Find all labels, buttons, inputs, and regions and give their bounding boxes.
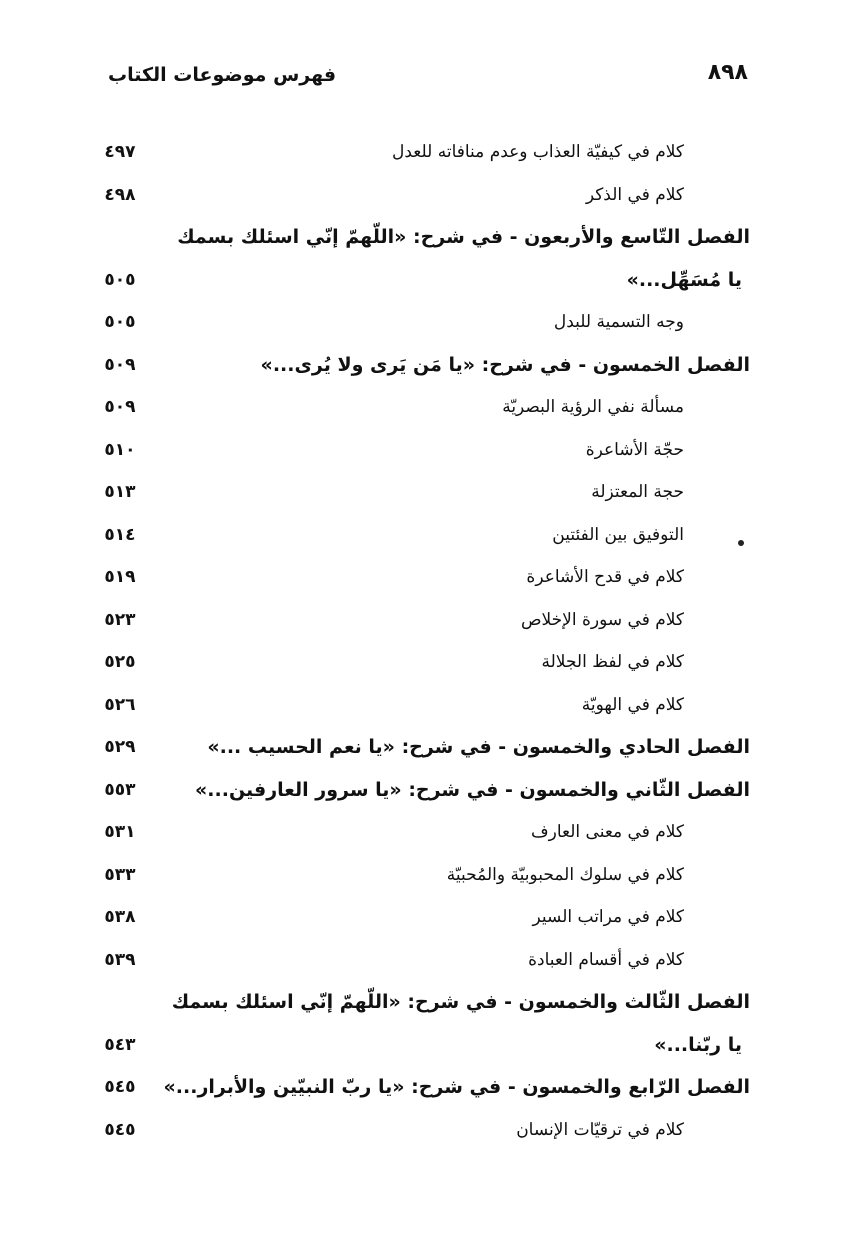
- toc-entry-page: ٤٩٧: [104, 142, 136, 162]
- toc-row: [100, 641, 750, 684]
- toc-row: [100, 174, 750, 217]
- page-header: [100, 58, 748, 98]
- toc-row: [100, 854, 750, 897]
- toc-entry-page: ٥٠٥: [104, 269, 136, 290]
- toc-row: [100, 1024, 750, 1067]
- toc-entry-page: ٥٤٥: [104, 1119, 136, 1140]
- toc-chapter-title: الفصل الحادي والخمسون - في شرح: «يا نعم الحسيب ...»: [207, 736, 750, 758]
- toc-row: [100, 1066, 750, 1109]
- toc-entry-page: ٥٠٩: [104, 397, 136, 417]
- toc-row: [100, 1109, 750, 1152]
- toc-chapter-title-continued: يا ربّنا...»: [654, 1033, 742, 1056]
- toc-entry-page: ٥٠٩: [104, 354, 136, 375]
- toc-entry-title: كلام في قدح الأشاعرة: [526, 567, 684, 587]
- toc-entry-title: حجّة الأشاعرة: [585, 439, 684, 460]
- toc-entry-title: وجه التسمية للبدل: [553, 312, 684, 332]
- toc-row: [100, 811, 750, 854]
- toc-entry-page: ٥٢٦: [104, 694, 136, 715]
- toc-row: [100, 726, 750, 769]
- toc-entry-page: ٥٥٣: [104, 779, 136, 800]
- toc-entry-page: ٥٤٣: [104, 1034, 136, 1055]
- toc-entry-title: كلام في ترقيّات الإنسان: [516, 1119, 684, 1140]
- toc-entry-title: كلام في لفظ الجلالة: [541, 652, 684, 672]
- toc-row: [100, 981, 750, 1024]
- toc-entry-page: ٥٣١: [104, 822, 136, 842]
- toc-chapter-title: الفصل الثّاني والخمسون - في شرح: «يا سرور العارفين...»: [195, 778, 750, 801]
- toc-row: [100, 301, 750, 344]
- table-of-contents: [100, 131, 750, 1151]
- toc-entry-title: كلام في سورة الإخلاص: [520, 609, 684, 630]
- toc-chapter-title: الفصل التّاسع والأربعون - في شرح: «اللّهمّ إنّي اسئلك بسمك: [177, 226, 750, 248]
- toc-row: [100, 429, 750, 472]
- toc-entry-title: كلام في الهويّة: [581, 694, 684, 715]
- toc-entry-page: ٥٢٥: [104, 652, 136, 672]
- toc-chapter-title: الفصل الرّابع والخمسون - في شرح: «يا ربّ النبيّين والأبرار...»: [163, 1076, 750, 1098]
- toc-row: [100, 514, 750, 557]
- toc-chapter-title: الفصل الخمسون - في شرح: «يا مَن يَرى ولا يُرى...»: [260, 353, 750, 376]
- toc-entry-page: ٥٤٥: [104, 1077, 136, 1097]
- toc-row: [100, 896, 750, 939]
- toc-chapter-title-continued: يا مُسَهِّل...»: [626, 268, 742, 291]
- toc-chapter-title: الفصل الثّالث والخمسون - في شرح: «اللّهمّ إنّي اسئلك بسمك: [171, 991, 750, 1013]
- page-number: ٨٩٨: [707, 60, 748, 85]
- print-speck: [738, 540, 744, 546]
- toc-row: [100, 471, 750, 514]
- toc-entry-title: حجة المعتزلة: [591, 482, 684, 502]
- toc-entry-page: ٥١٣: [104, 482, 136, 502]
- toc-entry-title: كلام في الذكر: [585, 184, 684, 205]
- toc-entry-page: ٥٠٥: [104, 312, 136, 332]
- toc-row: [100, 556, 750, 599]
- toc-row: [100, 344, 750, 387]
- toc-entry-page: ٥١٩: [104, 567, 136, 587]
- toc-entry-title: التوفيق بين الفئتين: [552, 524, 684, 545]
- toc-row: [100, 386, 750, 429]
- toc-entry-title: كلام في مراتب السير: [532, 907, 684, 927]
- toc-entry-page: ٤٩٨: [104, 184, 136, 205]
- toc-entry-page: ٥١٤: [104, 524, 136, 545]
- running-title: فهرس موضوعات الكتاب: [108, 64, 337, 86]
- toc-entry-page: ٥٢٩: [104, 737, 136, 757]
- toc-row: [100, 684, 750, 727]
- toc-entry-title: مسألة نفي الرؤية البصريّة: [502, 397, 684, 417]
- toc-row: [100, 769, 750, 812]
- toc-entry-page: ٥٣٣: [104, 864, 136, 885]
- toc-row: [100, 216, 750, 259]
- toc-row: [100, 939, 750, 982]
- toc-row: [100, 131, 750, 174]
- toc-entry-title: كلام في معنى العارف: [531, 822, 684, 842]
- toc-entry-page: ٥١٠: [104, 439, 136, 460]
- toc-entry-page: ٥٢٣: [104, 609, 136, 630]
- toc-row: [100, 259, 750, 302]
- toc-entry-page: ٥٣٩: [104, 949, 136, 970]
- toc-entry-title: كلام في سلوك المحبوبيّة والمُحبيّة: [446, 864, 684, 885]
- toc-entry-title: كلام في أقسام العبادة: [528, 949, 684, 970]
- toc-entry-page: ٥٣٨: [104, 907, 136, 927]
- toc-row: [100, 599, 750, 642]
- toc-entry-title: كلام في كيفيّة العذاب وعدم منافاته للعدل: [392, 142, 684, 162]
